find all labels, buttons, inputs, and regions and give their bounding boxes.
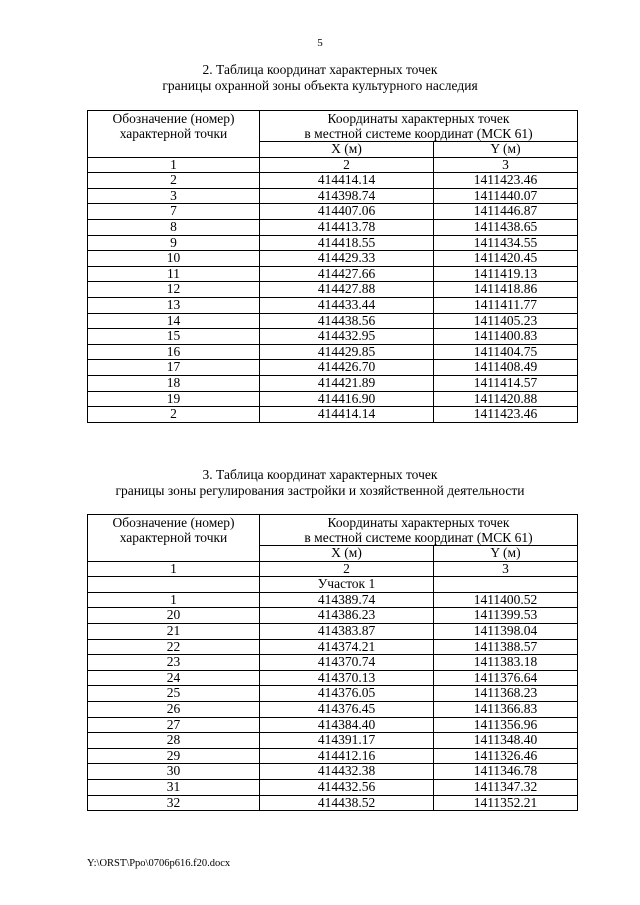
table-row (88, 701, 578, 717)
coordinates-header: Координаты характерных точек в местной системе координат (МСК 61) (260, 515, 578, 546)
x-coordinate-cell: 414433.44 (260, 297, 434, 313)
x-coordinate-cell: 414376.05 (260, 686, 434, 702)
y-coordinate-cell: 1411368.23 (434, 686, 578, 702)
column-number: 3 (434, 157, 578, 173)
x-coordinate-cell: 414414.14 (260, 173, 434, 189)
x-coordinate-cell: 414438.52 (260, 795, 434, 811)
x-coordinate-cell: 414414.14 (260, 407, 434, 423)
table-row (88, 623, 578, 639)
y-coordinate-cell: 1411420.88 (434, 391, 578, 407)
table-row (88, 297, 578, 313)
table-row (88, 188, 578, 204)
point-number-cell: 20 (88, 608, 260, 624)
point-number-cell: 27 (88, 717, 260, 733)
y-coordinate-cell: 1411400.52 (434, 592, 578, 608)
y-coordinate-cell: 1411326.46 (434, 748, 578, 764)
y-coordinate-cell: 1411420.45 (434, 251, 578, 267)
table-row (88, 313, 578, 329)
point-number-cell: 14 (88, 313, 260, 329)
table-row (88, 266, 578, 282)
y-coordinate-cell: 1411440.07 (434, 188, 578, 204)
y-coordinate-cell: 1411405.23 (434, 313, 578, 329)
y-coordinate-cell: 1411376.64 (434, 670, 578, 686)
y-header: Y (м) (434, 142, 578, 158)
y-coordinate-cell: 1411348.40 (434, 733, 578, 749)
coordinates-header: Координаты характерных точек в местной системе координат (МСК 61) (260, 111, 578, 142)
point-number-cell: 1 (88, 592, 260, 608)
y-coordinate-cell: 1411434.55 (434, 235, 578, 251)
y-coordinate-cell: 1411414.57 (434, 375, 578, 391)
table1-title-line1: 2. Таблица координат характерных точек (202, 62, 438, 77)
table-row (88, 329, 578, 345)
point-number-cell: 25 (88, 686, 260, 702)
column-number: 2 (260, 157, 434, 173)
x-coordinate-cell: 414407.06 (260, 204, 434, 220)
point-number-cell: 2 (88, 407, 260, 423)
table1-heading (0, 62, 640, 94)
coordinates-table-1 (87, 110, 578, 423)
table-row (88, 592, 578, 608)
table-row (88, 173, 578, 189)
x-coordinate-cell: 414384.40 (260, 717, 434, 733)
point-number-cell: 11 (88, 266, 260, 282)
y-coordinate-cell: 1411419.13 (434, 266, 578, 282)
x-coordinate-cell: 414426.70 (260, 360, 434, 376)
point-number-cell: 24 (88, 670, 260, 686)
point-number-cell: 18 (88, 375, 260, 391)
column-number: 1 (88, 561, 260, 577)
table-row (88, 219, 578, 235)
x-coordinate-cell: 414429.33 (260, 251, 434, 267)
table-row (88, 795, 578, 811)
table2-title-line1: 3. Таблица координат характерных точек (202, 467, 438, 482)
point-number-cell: 9 (88, 235, 260, 251)
table-row (88, 748, 578, 764)
y-coordinate-cell: 1411423.46 (434, 173, 578, 189)
y-coordinate-cell: 1411356.96 (434, 717, 578, 733)
point-number-cell: 13 (88, 297, 260, 313)
y-coordinate-cell: 1411383.18 (434, 655, 578, 671)
point-number-cell: 22 (88, 639, 260, 655)
y-coordinate-cell: 1411438.65 (434, 219, 578, 235)
table2-title-line2: границы зоны регулирования застройки и хозяйственной деятельности (115, 483, 525, 498)
point-designation-header: Обозначение (номер) характерной точки (88, 515, 260, 562)
table-row (88, 204, 578, 220)
x-coordinate-cell: 414374.21 (260, 639, 434, 655)
x-coordinate-cell: 414427.66 (260, 266, 434, 282)
y-coordinate-cell: 1411446.87 (434, 204, 578, 220)
x-coordinate-cell: 414432.56 (260, 779, 434, 795)
point-number-cell: 8 (88, 219, 260, 235)
x-coordinate-cell: 414412.16 (260, 748, 434, 764)
y-coordinate-cell: 1411398.04 (434, 623, 578, 639)
x-coordinate-cell: 414432.38 (260, 764, 434, 780)
point-number-cell: 10 (88, 251, 260, 267)
x-coordinate-cell: 414418.55 (260, 235, 434, 251)
section-label: Участок 1 (260, 577, 434, 593)
table-row (88, 670, 578, 686)
page-number: 5 (317, 37, 323, 49)
x-header: X (м) (260, 142, 434, 158)
x-coordinate-cell: 414413.78 (260, 219, 434, 235)
y-coordinate-cell: 1411411.77 (434, 297, 578, 313)
column-number: 1 (88, 157, 260, 173)
table1-body (88, 173, 578, 423)
point-number-cell: 31 (88, 779, 260, 795)
x-coordinate-cell: 414370.13 (260, 670, 434, 686)
table-row (88, 686, 578, 702)
x-coordinate-cell: 414391.17 (260, 733, 434, 749)
x-coordinate-cell: 414429.85 (260, 344, 434, 360)
x-coordinate-cell: 414427.88 (260, 282, 434, 298)
x-coordinate-cell: 414389.74 (260, 592, 434, 608)
x-coordinate-cell: 414438.56 (260, 313, 434, 329)
point-number-cell: 19 (88, 391, 260, 407)
x-coordinate-cell: 414370.74 (260, 655, 434, 671)
table-row (88, 282, 578, 298)
table-row (88, 639, 578, 655)
section-empty-cell (434, 577, 578, 593)
table-row (88, 717, 578, 733)
table-row (88, 779, 578, 795)
point-number-cell: 23 (88, 655, 260, 671)
column-number: 2 (260, 561, 434, 577)
y-header: Y (м) (434, 546, 578, 562)
point-number-cell: 21 (88, 623, 260, 639)
x-coordinate-cell: 414386.23 (260, 608, 434, 624)
section-empty-cell (88, 577, 260, 593)
y-coordinate-cell: 1411347.32 (434, 779, 578, 795)
point-number-cell: 17 (88, 360, 260, 376)
column-number: 3 (434, 561, 578, 577)
table1-title-line2: границы охранной зоны объекта культурного наследия (162, 78, 478, 93)
table-row (88, 360, 578, 376)
point-number-cell: 29 (88, 748, 260, 764)
table2-heading (0, 467, 640, 499)
table-row (88, 235, 578, 251)
point-number-cell: 32 (88, 795, 260, 811)
x-coordinate-cell: 414398.74 (260, 188, 434, 204)
point-number-cell: 30 (88, 764, 260, 780)
x-coordinate-cell: 414376.45 (260, 701, 434, 717)
point-number-cell: 26 (88, 701, 260, 717)
point-number-cell: 2 (88, 173, 260, 189)
y-coordinate-cell: 1411418.86 (434, 282, 578, 298)
table-row (88, 251, 578, 267)
point-number-cell: 28 (88, 733, 260, 749)
point-number-cell: 16 (88, 344, 260, 360)
y-coordinate-cell: 1411346.78 (434, 764, 578, 780)
x-coordinate-cell: 414383.87 (260, 623, 434, 639)
x-coordinate-cell: 414432.95 (260, 329, 434, 345)
point-designation-header: Обозначение (номер) характерной точки (88, 111, 260, 158)
x-header: X (м) (260, 546, 434, 562)
table-row (88, 344, 578, 360)
point-number-cell: 7 (88, 204, 260, 220)
x-coordinate-cell: 414421.89 (260, 375, 434, 391)
y-coordinate-cell: 1411400.83 (434, 329, 578, 345)
y-coordinate-cell: 1411408.49 (434, 360, 578, 376)
table-row (88, 764, 578, 780)
y-coordinate-cell: 1411399.53 (434, 608, 578, 624)
y-coordinate-cell: 1411366.83 (434, 701, 578, 717)
y-coordinate-cell: 1411404.75 (434, 344, 578, 360)
table2-body (88, 592, 578, 810)
y-coordinate-cell: 1411423.46 (434, 407, 578, 423)
y-coordinate-cell: 1411352.21 (434, 795, 578, 811)
x-coordinate-cell: 414416.90 (260, 391, 434, 407)
table-row (88, 407, 578, 423)
point-number-cell: 3 (88, 188, 260, 204)
table-row (88, 655, 578, 671)
table-row (88, 608, 578, 624)
table-row (88, 375, 578, 391)
table-row (88, 733, 578, 749)
y-coordinate-cell: 1411388.57 (434, 639, 578, 655)
table-row (88, 391, 578, 407)
coordinates-table-2 (87, 514, 578, 811)
footer-file-path: Y:\ORST\Ppo\0706p616.f20.docx (87, 858, 231, 869)
point-number-cell: 15 (88, 329, 260, 345)
point-number-cell: 12 (88, 282, 260, 298)
